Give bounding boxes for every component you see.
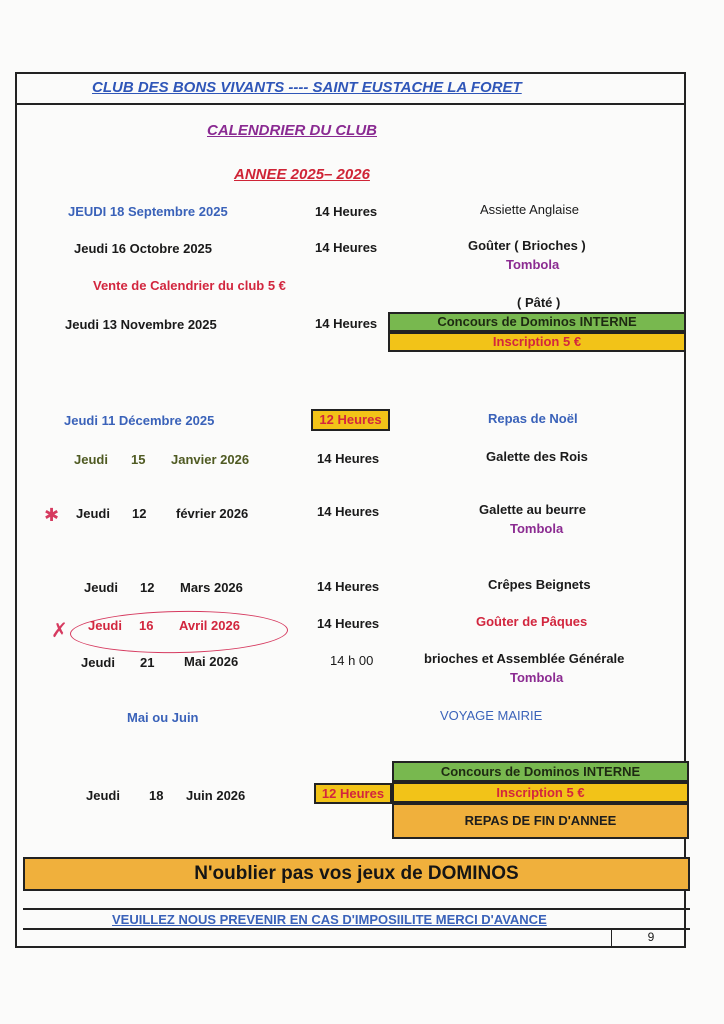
event-activity: brioches et Assemblée Générale — [424, 651, 625, 666]
footer-divider — [23, 928, 690, 930]
event-day: Jeudi — [88, 618, 122, 633]
page-number: 9 — [611, 929, 690, 946]
event-activity: Crêpes Beignets — [488, 577, 591, 592]
event-activity: VOYAGE MAIRIE — [440, 708, 543, 723]
event-time-highlight: 12 Heures — [311, 409, 390, 431]
event-month: Mai 2026 — [184, 654, 239, 669]
event-day-number: 12 — [140, 580, 155, 595]
event-time: 14 Heures — [317, 451, 380, 466]
footer-divider — [23, 908, 690, 910]
event-month: Juin 2026 — [186, 788, 246, 803]
registration-box: Inscription 5 € — [388, 332, 686, 352]
event-activity: Goûter ( Brioches ) — [468, 238, 586, 253]
tombola-label: Tombola — [510, 521, 564, 536]
event-day-number: 12 — [132, 506, 147, 521]
domino-contest-box: Concours de Dominos INTERNE — [388, 312, 686, 332]
red-scribble-mark: ✱ — [44, 505, 60, 525]
header-divider — [15, 103, 686, 105]
event-day: Jeudi — [86, 788, 120, 803]
absence-notice: VEUILLEZ NOUS PREVENIR EN CAS D'IMPOSIILITE MERCI D'AVANCE — [112, 912, 547, 927]
event-day: Jeudi — [76, 506, 110, 521]
registration-box: Inscription 5 € — [392, 782, 689, 803]
event-date: Jeudi 13 Novembre 2025 — [65, 317, 217, 332]
event-day-number: 18 — [149, 788, 164, 803]
calendar-sale-note: Vente de Calendrier du club 5 € — [93, 278, 286, 293]
event-day-number: 21 — [140, 655, 155, 670]
event-month: Janvier 2026 — [171, 452, 250, 467]
event-date: Jeudi 16 Octobre 2025 — [74, 241, 213, 256]
domino-reminder-banner: N'oublier pas vos jeux de DOMINOS — [23, 857, 690, 891]
event-day-number: 15 — [131, 452, 146, 467]
event-activity: Repas de Noël — [488, 411, 578, 426]
event-activity: Galette au beurre — [479, 502, 586, 517]
end-of-year-meal-box: REPAS DE FIN D'ANNEE — [392, 803, 689, 839]
event-time: 14 Heures — [317, 504, 380, 519]
tombola-label: Tombola — [506, 257, 560, 272]
event-time-highlight: 12 Heures — [314, 783, 392, 804]
event-day: Jeudi — [84, 580, 118, 595]
event-month: Avril 2026 — [179, 618, 240, 633]
event-month: Mars 2026 — [180, 580, 243, 595]
event-time: 14 Heures — [315, 204, 378, 219]
event-month: février 2026 — [176, 506, 249, 521]
event-day: Jeudi — [81, 655, 115, 670]
handwritten-cross-mark: ✗ — [51, 620, 68, 642]
calendar-title: CALENDRIER DU CLUB — [207, 122, 377, 139]
event-time: 14 Heures — [315, 240, 378, 255]
event-note: ( Pâté ) — [517, 295, 561, 310]
domino-contest-box: Concours de Dominos INTERNE — [392, 761, 689, 782]
event-day: Jeudi — [74, 452, 108, 467]
tombola-label: Tombola — [510, 670, 564, 685]
event-day-number: 16 — [139, 618, 154, 633]
event-time: 14 Heures — [317, 616, 380, 631]
event-time: 14 Heures — [315, 316, 378, 331]
year-title: ANNEE 2025– 2026 — [234, 166, 370, 183]
event-time: 14 h 00 — [330, 653, 374, 668]
event-date: JEUDI 18 Septembre 2025 — [68, 204, 228, 219]
event-activity: Assiette Anglaise — [480, 202, 580, 217]
club-title: CLUB DES BONS VIVANTS ---- SAINT EUSTACHE LA FORET — [92, 79, 522, 96]
event-time: 14 Heures — [317, 579, 380, 594]
event-date: Jeudi 11 Décembre 2025 — [64, 413, 215, 428]
event-date: Mai ou Juin — [127, 710, 199, 725]
event-activity: Goûter de Pâques — [476, 614, 588, 629]
event-activity: Galette des Rois — [486, 449, 588, 464]
